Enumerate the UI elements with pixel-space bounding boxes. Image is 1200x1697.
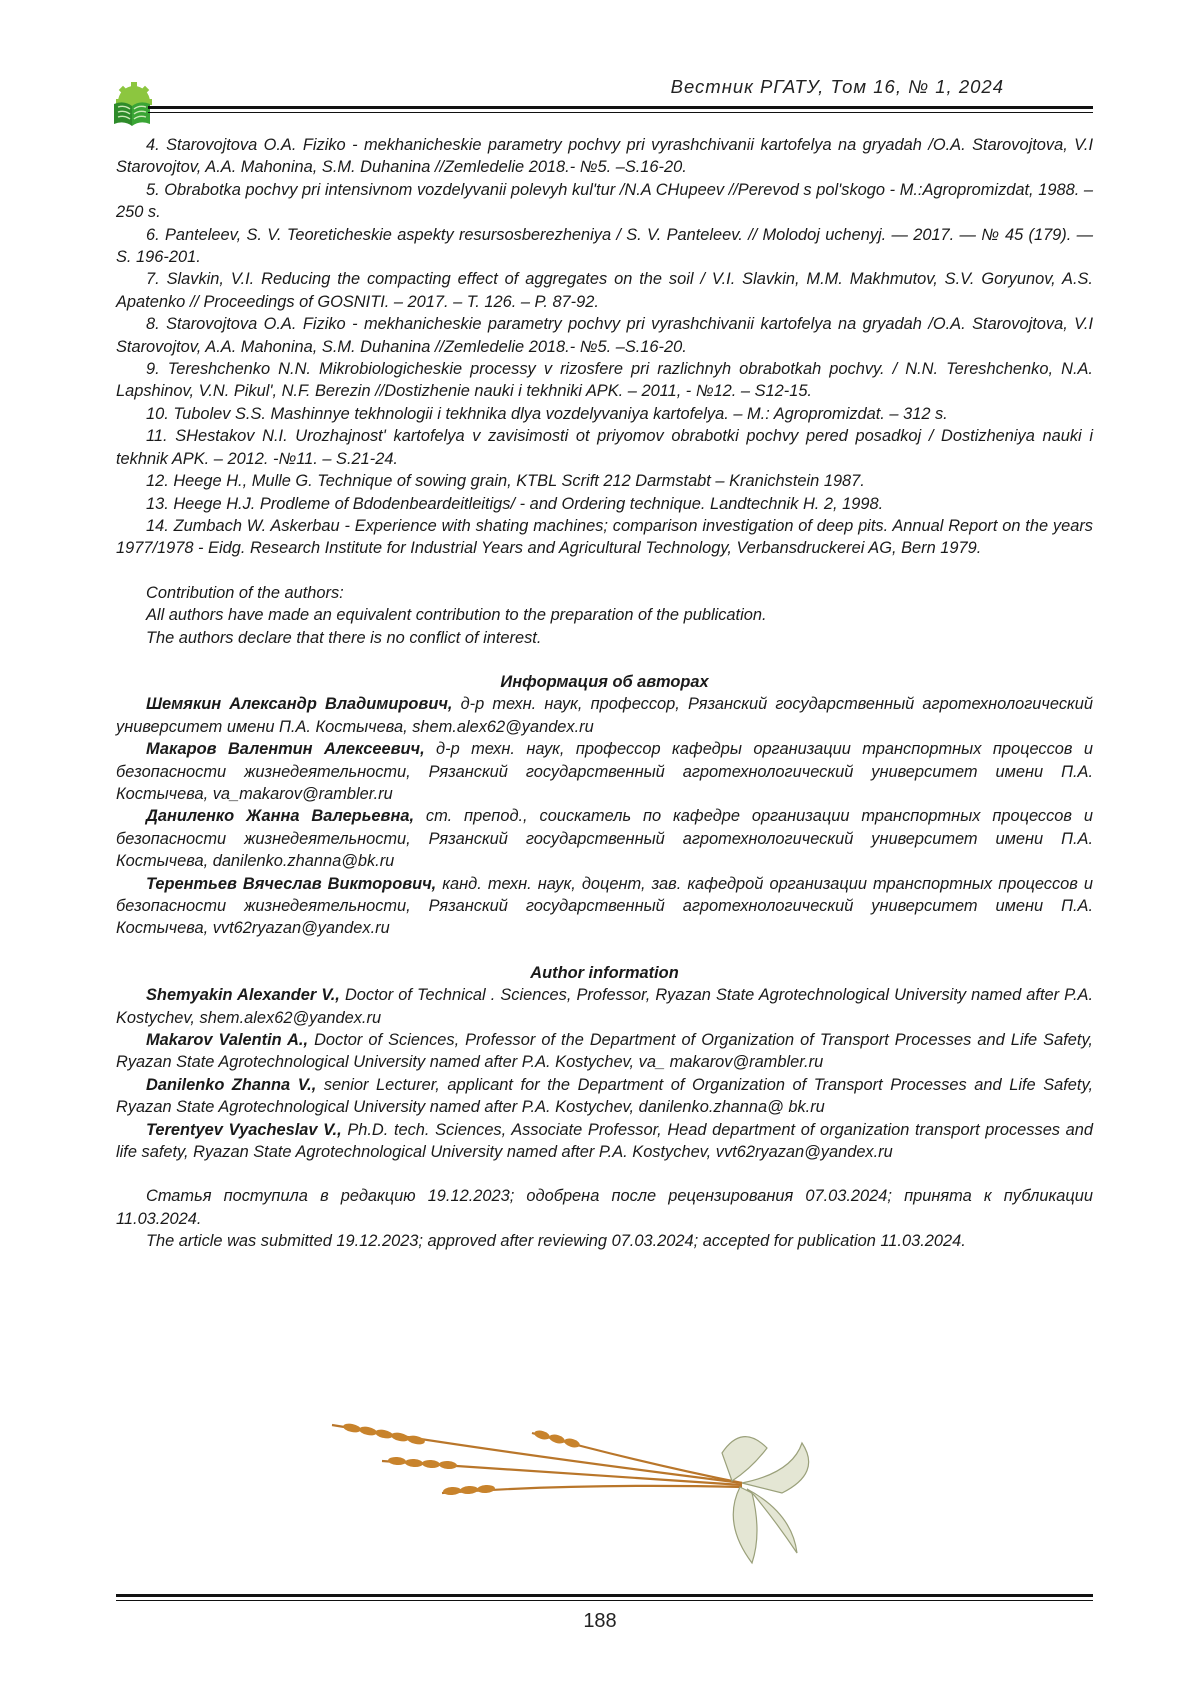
authors-heading-ru: Информация об авторах: [500, 672, 709, 691]
reference-item: 14. Zumbach W. Askerbau - Experience with shating machines; comparison investigation of deep pits. Annual Report on the years 1977/1978 - Eidg. Research Institute for Industrial Years and Agricultural Technology, Verbansdruckerei AG, Bern 1979.: [116, 516, 1093, 558]
page-number: 188: [583, 1610, 617, 1632]
reference-item: 7. Slavkin, V.I. Reducing the compacting effect of aggregates on the soil / V.I. Slavkin, M.M. Makhmutov, S.V. Goryunov, A.S. Apatenko // Proceedings of GOSNITI. – 2017. – T. 126. – P. 87-92.: [116, 270, 1093, 311]
reference-item: 5. Obrabotka pochvy pri intensivnom vozdelyvanii polevyh kul'tur /N.A CHupeev //Perevod s pol'skogo - M.:Agropromizdat, 1988. – 250 s.: [116, 180, 1093, 222]
author-entry: [116, 1119, 1093, 1164]
author-entry: [116, 693, 1093, 738]
contribution-line: The authors declare that there is no conflict of interest.: [146, 628, 542, 647]
author-name: Makarov Valentin A.,: [146, 1031, 309, 1050]
authors-info-ru: [116, 671, 1093, 940]
journal-title: Вестник РГАТУ, Том 16, № 1, 2024: [670, 76, 1004, 97]
dates-en: The article was submitted 19.12.2023; approved after reviewing 07.03.2024; accepted for publication 11.03.2024.: [146, 1232, 966, 1251]
author-entry: [116, 984, 1093, 1029]
author-details: senior Lecturer, applicant for the Department of Organization of Transport Processes and Life Safety, Ryazan State Agrotechnological University named after P.A. Kostychev, danilenko.zhanna@ bk.ru: [116, 1075, 1093, 1117]
author-name: Шемякин Александр Владимирович,: [146, 695, 453, 714]
author-details: канд. техн. наук, доцент, зав. кафедрой организации транспортных процессов и безопасности жизнедеятельности, Рязанский государственный агротехнологический университет имени П.А. Костычева, vvt62ryazan@yandex.ru: [116, 874, 1093, 938]
reference-item: 9. Tereshchenko N.N. Mikrobiologicheskie processy v rizosfere pri razlichnyh obrabotkah pochvy. / N.N. Tereshchenko, N.A. Lapshinov, V.N. Pikul', N.F. Berezin //Dostizhenie nauki i tekhniki APK. – 2011, - №12. – S12-15.: [116, 360, 1093, 401]
reference-item: 12. Heege H., Mulle G. Technique of sowing grain, KTBL Scrift 212 Darmstabt – Kranichstein 1987.: [146, 472, 865, 491]
author-details: д-р техн. наук, профессор, Рязанский государственный агротехнологический университет имени П.А. Костычева, shem.alex62@yandex.ru: [116, 695, 1093, 736]
author-name: Даниленко Жанна Валерьевна,: [146, 807, 415, 826]
author-entry: [116, 805, 1093, 872]
author-name: Макаров Валентин Алексеевич,: [146, 740, 425, 759]
author-entry: [116, 1029, 1093, 1074]
contribution-line: All authors have made an equivalent contribution to the preparation of the publication.: [146, 606, 767, 625]
header-rule-thin: [148, 112, 1093, 113]
authors-info-en: [116, 962, 1093, 1164]
author-details: д-р техн. наук, профессор кафедры организации транспортных процессов и безопасности жизнедеятельности, Рязанский государственный агротехнологический университет имени П.А. Костычева, va_makarov@rambler.ru: [116, 740, 1093, 803]
author-name: Terentyev Vyacheslav V.,: [146, 1120, 342, 1139]
header-rule-thick: [148, 106, 1093, 109]
author-details: ст. препод., соискатель по кафедре организации транспортных процессов и безопасности жизнедеятельности, Рязанский государственный агротехнологический университет имени П.А. Костычева, danilenko.zhanna@bk.ru: [116, 807, 1093, 871]
dates-ru: Статья поступила в редакцию 19.12.2023; одобрена после рецензирования 07.03.2024; принята к публикации 11.03.2024.: [116, 1187, 1093, 1228]
reference-item: 8. Starovojtova O.A. Fiziko - mekhanicheskie parametry pochvy pri vyrashchivanii kartofelya na gryadah /O.A. Starovojtova, V.I Starovojtov, A.A. Mahonina, S.M. Duhanina //Zemledelie 2018.- №5. –S.16-20.: [116, 315, 1093, 356]
author-entry: [116, 873, 1093, 940]
article-dates: [116, 1185, 1093, 1252]
reference-item: 4. Starovojtova O.A. Fiziko - mekhanicheskie parametry pochvy pri vyrashchivanii kartofelya na gryadah /O.A. Starovojtova, V.I Starovojtov, A.A. Mahonina, S.M. Duhanina //Zemledelie 2018.- №5. –S.16-20.: [116, 136, 1093, 177]
author-entry: [116, 738, 1093, 805]
contribution-line: Contribution of the authors:: [146, 583, 344, 602]
footer-rule-thin: [116, 1600, 1093, 1601]
author-details: Doctor of Technical . Sciences, Professor, Ryazan State Agrotechnological University named after P.A. Kostychev, shem.alex62@yandex.ru: [116, 986, 1094, 1027]
author-name: Danilenko Zhanna V.,: [146, 1075, 317, 1094]
references-list: [116, 134, 1093, 560]
journal-logo-icon: [108, 80, 156, 130]
reference-item: 13. Heege H.J. Prodleme of Bdodenbeardeitleitigs/ - and Ordering technique. Landtechnik H. 2, 1998.: [146, 494, 884, 513]
author-details: Ph.D. tech. Sciences, Associate Professor, Head department of organization transport processes and life safety, Ryazan State Agrotechnological University named after P.A. Kostychev, vvt62ryazan@yandex.ru: [116, 1120, 1093, 1162]
wheat-ribbon-icon: [322, 1413, 822, 1575]
contribution-statement: [116, 582, 1093, 649]
author-name: Терентьев Вячеслав Викторович,: [146, 874, 437, 893]
footer-rule-thick: [116, 1594, 1093, 1597]
author-details: Doctor of Sciences, Professor of the Department of Organization of Transport Processes and Life Safety, Ryazan State Agrotechnological University named after P.A. Kostychev, va_ makarov@rambler.ru: [116, 1031, 1093, 1072]
author-entry: [116, 1074, 1093, 1119]
reference-item: 10. Tubolev S.S. Mashinnye tekhnologii i tekhnika dlya vozdelyvaniya kartofelya. – M.: Agropromizdat. – 312 s.: [146, 404, 948, 423]
author-name: Shemyakin Alexander V.,: [146, 986, 340, 1005]
reference-item: 11. SHestakov N.I. Urozhajnost' kartofelya v zavisimosti ot priyomov obrabotki pochvy pered posadkoj / Dostizheniya nauki i tekhnik APK. – 2012. -№11. – S.21-24.: [116, 427, 1093, 468]
authors-heading-en: Author information: [530, 963, 679, 982]
article-content: [116, 134, 1093, 1253]
reference-item: 6. Panteleev, S. V. Teoreticheskie aspekty resursosberezheniya / S. V. Panteleev. // Molodoj uchenyj. — 2017. — № 45 (179). — S. 196-201.: [116, 225, 1093, 267]
